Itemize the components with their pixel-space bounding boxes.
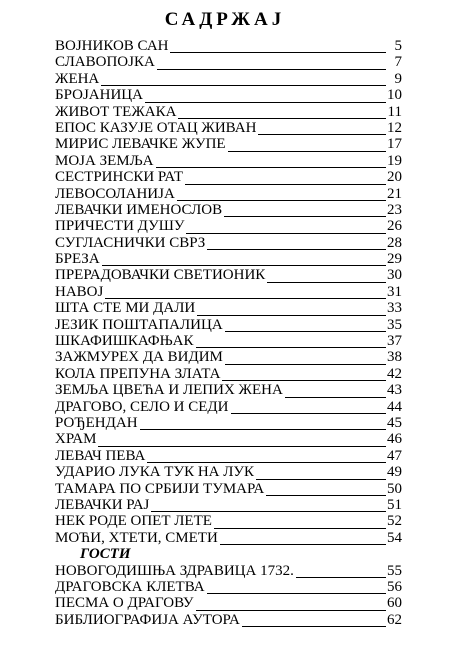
toc-entry-page-number: 26 xyxy=(387,218,402,235)
toc-entry-title: ДРАГОВО, СЕЛО И СЕДИ xyxy=(55,398,229,415)
toc-entry-title: МОЈА ЗЕМЉА xyxy=(55,152,154,169)
toc-entry-page-number: 21 xyxy=(387,185,402,202)
toc-entry xyxy=(55,399,402,415)
toc-entry-title: ЛЕВАЧКИ РАЈ xyxy=(55,496,150,513)
toc-entry-page-number: 10 xyxy=(387,87,402,104)
toc-entry-title: ШТА СТЕ МИ ДАЛИ xyxy=(55,300,196,317)
guests-section-label: ГОСТИ xyxy=(80,546,131,563)
toc-entry-title: ЗАЖМУРЕХ ДА ВИДИМ xyxy=(55,349,223,366)
toc-entry xyxy=(55,513,402,529)
toc-entry-title: МИРИС ЛЕВАЧКЕ ЖУПЕ xyxy=(55,136,226,153)
toc-entry-page-number: 55 xyxy=(387,562,402,579)
table-of-contents xyxy=(55,38,402,628)
toc-entry-title: ТАМАРА ПО СРБИЈИ ТУМАРА xyxy=(55,480,265,497)
toc-entry-page-number: 50 xyxy=(387,480,402,497)
toc-entry-title: НОВОГОДИШЊА ЗДРАВИЦА 1732. xyxy=(55,562,294,579)
toc-entry xyxy=(55,563,402,579)
toc-entry xyxy=(55,448,402,464)
toc-entry-page-number: 11 xyxy=(387,103,402,120)
toc-entry-title: ПРЕРАДОВАЧКИ СВЕТИОНИК xyxy=(55,267,266,284)
toc-entry-page-number: 5 xyxy=(394,38,402,54)
toc-entry-title: ДРАГОВСКА КЛЕТВА xyxy=(55,578,205,595)
toc-entry-title: РОЂЕНДАН xyxy=(55,414,138,431)
toc-entry xyxy=(55,530,402,546)
toc-entry-page-number: 19 xyxy=(387,152,402,169)
dot-leader-line xyxy=(55,446,386,447)
toc-entry-page-number: 35 xyxy=(387,316,402,333)
toc-entry xyxy=(55,235,402,251)
toc-entry-title: СЛАВОПОЈКА xyxy=(55,54,155,71)
toc-entry-page-number: 17 xyxy=(387,136,402,153)
toc-entry xyxy=(55,71,402,87)
toc-entry-page-number: 37 xyxy=(387,333,402,350)
toc-entry xyxy=(55,595,402,611)
toc-entry xyxy=(55,481,402,497)
toc-entry xyxy=(55,431,402,447)
toc-entry-title: УДАРИО ЛУКА ТУК НА ЛУК xyxy=(55,464,255,481)
toc-entry-title: ЕПОС КАЗУЈЕ ОТАЦ ЖИВАН xyxy=(55,119,257,136)
toc-entry xyxy=(55,54,402,70)
toc-entry-page-number: 47 xyxy=(387,447,402,464)
toc-entry-page-number: 45 xyxy=(387,414,402,431)
toc-entry xyxy=(55,38,402,54)
toc-entry-title: ПРИЧЕСТИ ДУШУ xyxy=(55,218,185,235)
toc-entry xyxy=(55,464,402,480)
toc-entry-page-number: 29 xyxy=(387,251,402,268)
toc-entry-title: ШКАФИШКАФЊАК xyxy=(55,333,194,350)
toc-entry-page-number: 60 xyxy=(387,595,402,612)
toc-entry-title: НАВОЈ xyxy=(55,283,104,300)
toc-entry-title: БИБЛИОГРАФИЈА АУТОРА xyxy=(55,611,240,628)
toc-entry-page-number: 30 xyxy=(387,267,402,284)
toc-entry-page-number: 51 xyxy=(387,496,402,513)
toc-entry-title: ЛЕВАЧКИ ИМЕНОСЛОВ xyxy=(55,201,223,218)
toc-entry-page-number: 43 xyxy=(387,382,402,399)
toc-entry-title: ЖИВОТ ТЕЖАКА xyxy=(55,103,177,120)
toc-entry-page-number: 52 xyxy=(387,513,402,530)
toc-entry-page-number: 28 xyxy=(387,234,402,251)
toc-entry xyxy=(55,267,402,283)
toc-entry xyxy=(55,349,402,365)
toc-entry-title: ЛЕВОСОЛАНИЈА xyxy=(55,185,175,202)
toc-entry xyxy=(55,218,402,234)
toc-entry-title: НЕК РОДЕ ОПЕТ ЛЕТЕ xyxy=(55,513,212,530)
toc-entry-page-number: 62 xyxy=(387,611,402,628)
toc-entry-title: ЖЕНА xyxy=(55,70,100,87)
toc-entry-page-number: 7 xyxy=(394,54,402,71)
toc-entry xyxy=(55,87,402,103)
toc-entry xyxy=(55,333,402,349)
toc-entry-page-number: 23 xyxy=(387,201,402,218)
toc-entry-title: БРОЈАНИЦА xyxy=(55,87,143,104)
toc-entry xyxy=(55,415,402,431)
toc-entry xyxy=(55,202,402,218)
dot-leader-line xyxy=(55,265,386,266)
toc-entry-title: БРЕЗА xyxy=(55,251,100,268)
toc-entry-page-number: 44 xyxy=(387,398,402,415)
toc-entry xyxy=(55,300,402,316)
toc-entry-title: ЗЕМЉА ЦВЕЋА И ЛЕПИХ ЖЕНА xyxy=(55,382,283,399)
toc-entry xyxy=(55,169,402,185)
toc-entry xyxy=(55,317,402,333)
toc-entry-page-number: 31 xyxy=(387,283,402,300)
toc-entry xyxy=(55,382,402,398)
toc-entry-title: ВОЈНИКОВ САН xyxy=(55,38,169,54)
toc-entry-title: ЛЕВАЧ ПЕВА xyxy=(55,447,146,464)
dot-leader-line xyxy=(55,85,386,86)
toc-entry-page-number: 54 xyxy=(387,529,402,546)
toc-entry xyxy=(55,366,402,382)
toc-entry-page-number: 38 xyxy=(387,349,402,366)
toc-entry-title: ЈЕЗИК ПОШТАПАЛИЦА xyxy=(55,316,223,333)
toc-entry xyxy=(55,284,402,300)
toc-entry-page-number: 46 xyxy=(387,431,402,448)
toc-entry-title: КОЛА ПРЕПУНА ЗЛАТА xyxy=(55,365,221,382)
toc-entry-title: СУГЛАСНИЧКИ СВРЗ xyxy=(55,234,206,251)
toc-entry-page-number: 20 xyxy=(387,169,402,186)
toc-entry xyxy=(55,612,402,628)
toc-entry xyxy=(55,579,402,595)
toc-entry-page-number: 33 xyxy=(387,300,402,317)
toc-entry xyxy=(55,104,402,120)
toc-entry xyxy=(55,153,402,169)
toc-entry-title: ХРАМ xyxy=(55,431,97,448)
toc-entry xyxy=(55,251,402,267)
toc-entry xyxy=(55,136,402,152)
toc-entry-page-number: 56 xyxy=(387,578,402,595)
toc-entry xyxy=(55,186,402,202)
toc-entry-page-number: 49 xyxy=(387,464,402,481)
toc-entry-title: МОЋИ, ХТЕТИ, СМЕТИ xyxy=(55,529,218,546)
page-title: САДРЖАЈ xyxy=(164,9,286,30)
toc-entry xyxy=(55,120,402,136)
toc-entry xyxy=(55,497,402,513)
toc-entry-title: ПЕСМА О ДРАГОВУ xyxy=(55,595,194,612)
toc-entry-page-number: 42 xyxy=(387,365,402,382)
toc-entry-page-number: 12 xyxy=(387,119,402,136)
toc-entry-title: СЕСТРИНСКИ РАТ xyxy=(55,169,184,186)
toc-entry-page-number: 9 xyxy=(394,70,402,87)
